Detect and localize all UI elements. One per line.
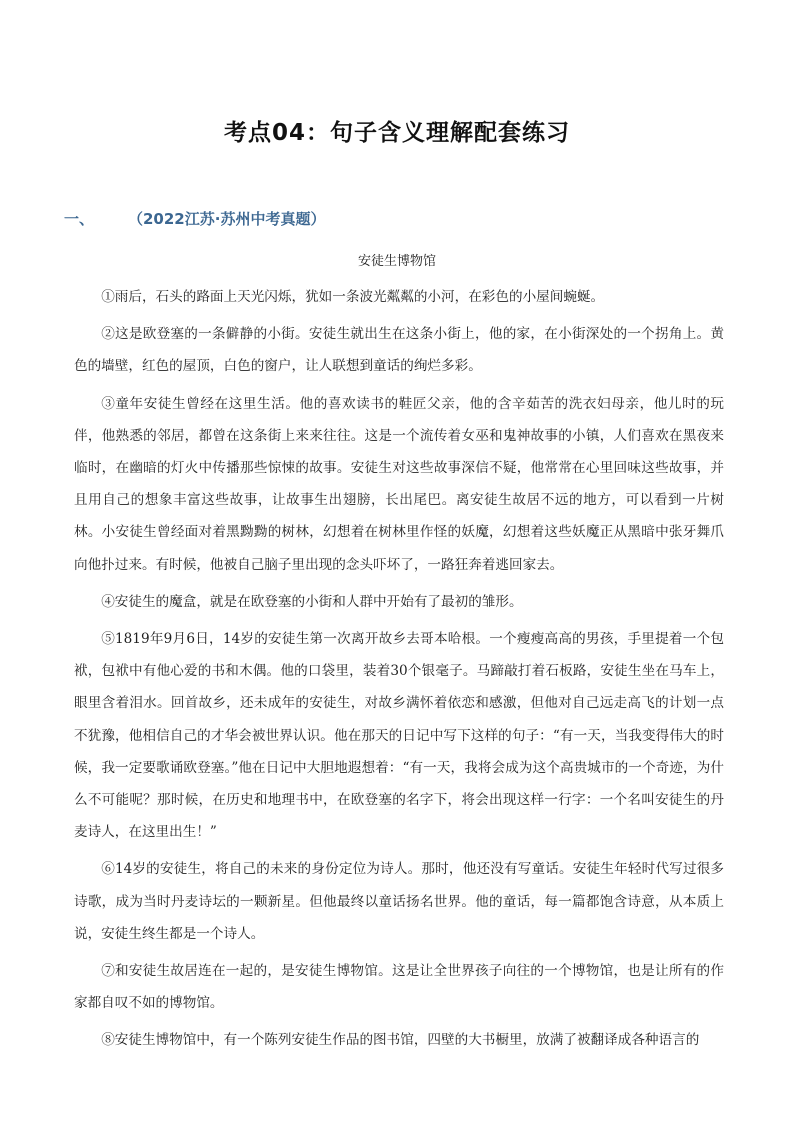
section-source: （2022江苏·苏州中考真题）: [128, 210, 326, 228]
article-body: [74, 281, 724, 1062]
section-heading: [64, 208, 325, 229]
paragraph-7: ⑦和安徒生故居连在一起的，是安徒生博物馆。这是让全世界孩子向往的一个博物馆，也是让所有的作家都自叹不如的博物馆。: [74, 963, 724, 1012]
paragraph-8: ⑧安徒生博物馆中，有一个陈列安徒生作品的图书馆，四壁的大书橱里，放满了被翻译成各种语言的: [101, 1032, 700, 1049]
paragraph-6: ⑥14岁的安徒生，将自己的未来的身份定位为诗人。那时，他还没有写童话。安徒生年轻时代写过很多诗歌，成为当时丹麦诗坛的一颗新星。但他最终以童话扬名世界。他的童话，每一篇都饱含诗意，从本质上说，安徒生终生都是一个诗人。: [74, 861, 724, 942]
page-title: 考点04：句子含义理解配套练习: [223, 120, 570, 146]
paragraph-4: ④安徒生的魔盒，就是在欧登塞的小街和人群中开始有了最初的雏形。: [101, 593, 523, 610]
article-title: 安徒生博物馆: [357, 254, 436, 269]
paragraph-5: ⑤1819年9月6日，14岁的安徒生第一次离开故乡去哥本哈根。一个瘦瘦高高的男孩，手里提着一个包袱，包袱中有他心爱的书和木偶。他的口袋里，装着30个银毫子。马蹄敲打着石板路，安徒生坐在马车上，眼里含着泪水。回首故乡，还未成年的安徒生，对故乡满怀着依恋和感激，但他对自己远走高飞的计划一点不犹豫，他相信自己的才华会被世界认识。他在那天的日记中写下这样的句子：“有一天，当我变得伟大的时候，我一定要歌诵欧登塞。”他在日记中大胆地遐想着：“有一天，我将会成为这个高贵城市的一个奇迹，为什么不可能呢？那时候，在历史和地理书中，在欧登塞的名字下，将会出现这样一行字：一个名叫安徒生的丹麦诗人，在这里出生！”: [74, 631, 724, 841]
paragraph-3: ③童年安徒生曾经在这里生活。他的喜欢读书的鞋匠父亲，他的含辛茹苦的洗衣妇母亲，他儿时的玩伴，他熟悉的邻居，都曾在这条街上来来往往。这是一个流传着女巫和鬼神故事的小镇，人们喜欢在黑夜来临时，在幽暗的灯火中传播那些惊悚的故事。安徒生对这些故事深信不疑，他常常在心里回味这些故事，并且用自己的想象丰富这些故事，让故事生出翅膀，长出尾巴。离安徒生故居不远的地方，可以看到一片树林。小安徒生曾经面对着黑黝黝的树林，幻想着在树林里作怪的妖魔，幻想着这些妖魔正从黑暗中张牙舞爪向他扑过来。有时候，他被自己脑子里出现的念头吓坏了，一路狂奔着逃回家去。: [74, 395, 724, 573]
section-number: 一、: [64, 210, 95, 228]
paragraph-1: ①雨后，石头的路面上天光闪烁，犹如一条波光粼粼的小河，在彩色的小屋间蜿蜒。: [101, 289, 605, 305]
paragraph-2: ②这是欧登塞的一条僻静的小街。安徒生就出生在这条小街上，他的家，在小街深处的一个拐角上。黄色的墙壁，红色的屋顶，白色的窗户，让人联想到童话的绚烂多彩。: [74, 326, 724, 375]
